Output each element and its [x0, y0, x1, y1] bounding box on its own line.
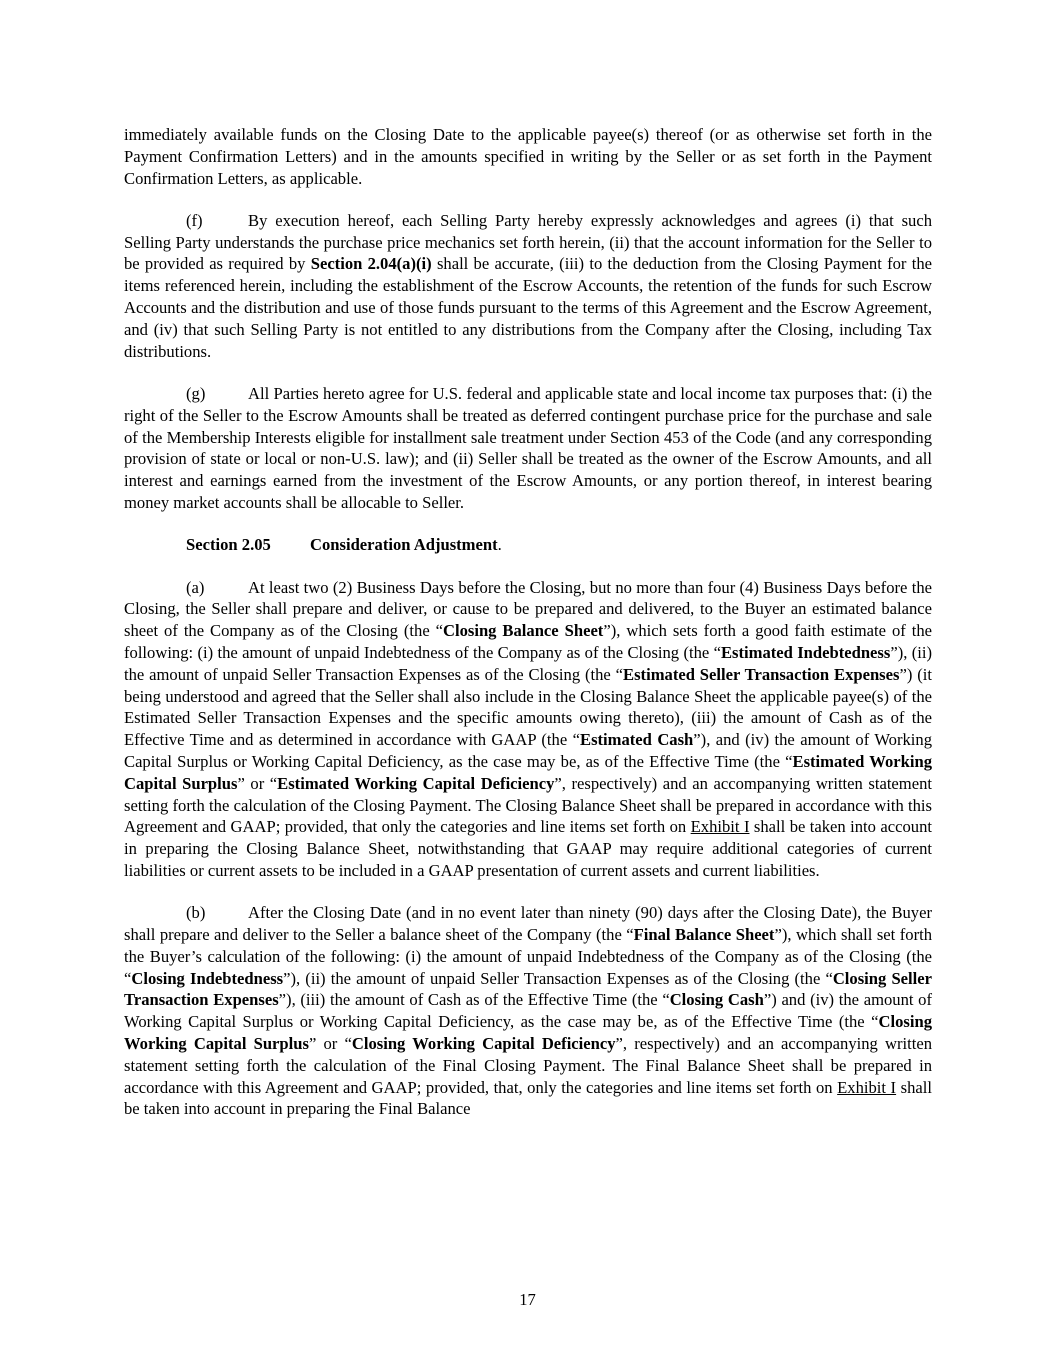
defined-term: Estimated Working Capital Surplus [124, 751, 932, 793]
defined-term: Closing Indebtedness [131, 968, 284, 988]
defined-term: Closing Balance Sheet [443, 621, 604, 641]
defined-term: Estimated Seller Transaction Expenses [623, 664, 900, 684]
exhibit-reference: Exhibit I [837, 1077, 897, 1097]
defined-term: Estimated Cash [580, 730, 694, 750]
section-reference: Section 2.04(a)(i) [310, 254, 432, 274]
document-page [124, 124, 932, 1141]
paragraph-f: (f) By execution hereof, each Selling Party hereby expressly acknowledges and agrees (i) that such Selling Party understands the purchase price mechanics set forth herein, (ii) that the account information for the Seller to be provided as required by Section 2.04(a)(i) shall be accurate, (iii) to the deduction from the Closing Payment for the items referenced herein, including the establishment of the Escrow Accounts, the retention of the funds for such Escrow Accounts and the distribution and use of those funds pursuant to the terms of this Agreement and the Escrow Agreement, and (iv) that such Selling Party is not entitled to any distributions from the Company after the Closing, including Tax distributions. [124, 210, 932, 361]
paragraph-g: (g) All Parties hereto agree for U.S. federal and applicable state and local income tax purposes that: (i) the right of the Seller to the Escrow Amounts shall be treated as deferred contingent purchase price for the purchase and sale of the Membership Interests eligible for installment sale treatment under Section 453 of the Code (and any corresponding provision of state or local or non-U.S. law); and (ii) Seller shall be treated as the owner of the Escrow Amounts, and all interest and earnings earned from the investment of the Escrow Amounts, or any portion thereof, in interest bearing money market accounts shall be allocable to Seller. [124, 383, 932, 512]
section-heading: Section 2.05 Consideration Adjustment. [186, 535, 502, 555]
defined-term: Estimated Working Capital Deficiency [277, 773, 555, 793]
section-title: Consideration Adjustment [310, 535, 498, 555]
defined-term: Closing Working Capital Deficiency [351, 1033, 616, 1053]
defined-term: Estimated Indebtedness [720, 642, 891, 662]
defined-term: Final Balance Sheet [633, 925, 775, 944]
defined-term: Closing Seller Transaction Expenses [124, 968, 932, 1010]
exhibit-reference: Exhibit I [690, 817, 750, 837]
paragraph-label: (a) [186, 577, 205, 597]
paragraph-label: (b) [186, 903, 206, 923]
paragraph-label: (f) [186, 210, 203, 230]
section-number: Section 2.05 [186, 535, 271, 555]
page-number: 17 [519, 1290, 536, 1309]
paragraph-b: (b) After the Closing Date (and in no event later than ninety (90) days after the Closing Date), the Buyer shall prepare and deliver to the Seller a balance sheet of the Company (the “Final Balance Sheet”), which shall set forth the Buyer’s calculation of the following: (i) the amount of unpaid Indebtedness of the Company as of the Closing (the “Closing Indebtedness”), (ii) the amount of unpaid Seller Transaction Expenses as of the Closing (the “Closing Seller Transaction Expenses”), (iii) the amount of Cash as of the Effective Time (the “Closing Cash”) and (iv) the amount of Working Capital Surplus or Working Capital Deficiency, as the case may be, as of the Effective Time (the “Closing Working Capital Surplus” or “Closing Working Capital Deficiency”, respectively) and an accompanying written statement setting forth the calculation of the Final Closing Payment. The Final Balance Sheet shall be prepared in accordance with this Agreement and GAAP; provided, that, only the categories and line items set forth on Exhibit I shall be taken into account in preparing the Final Balance [124, 903, 933, 1119]
paragraph-a: (a) At least two (2) Business Days before the Closing, but no more than four (4) Business Days before the Closing, the Seller shall prepare and deliver, or cause to be prepared and delivered, to the Buyer an estimated balance sheet of the Company as of the Closing (the “Closing Balance Sheet”), which sets forth a good faith estimate of the following: (i) the amount of unpaid Indebtedness of the Company as of the Closing (the “Estimated Indebtedness”), (ii) the amount of unpaid Seller Transaction Expenses as of the Closing (the “Estimated Seller Transaction Expenses”) (it being understood and agreed that the Seller shall also include in the Closing Balance Sheet the applicable payee(s) of the Estimated Seller Transaction Expenses and the specific amounts owing thereto), (iii) the amount of Cash as of the Effective Time and as determined in accordance with GAAP (the “Estimated Cash”), and (iv) the amount of Working Capital Surplus or Working Capital Deficiency, as the case may be, as of the Effective Time (the “Estimated Working Capital Surplus” or “Estimated Working Capital Deficiency”, respectively) and an accompanying written statement setting forth the calculation of the Closing Payment. The Closing Balance Sheet shall be prepared in accordance with this Agreement and GAAP; provided, that only the categories and line items set forth on Exhibit I shall be taken into account in preparing the Closing Balance Sheet, notwithstanding that GAAP may require additional categories of current liabilities or current assets to be included in a GAAP presentation of current assets and current liabilities. [124, 577, 932, 880]
paragraph-continuation: immediately available funds on the Closing Date to the applicable payee(s) thereof (or as otherwise set forth in the Payment Confirmation Letters) and in the amounts specified in writing by the Seller or as set forth in the Payment Confirmation Letters, as applicable. [124, 125, 932, 188]
paragraph-label: (g) [186, 383, 206, 403]
defined-term: Closing Cash [669, 990, 764, 1010]
defined-term: Closing Working Capital Surplus [124, 1012, 932, 1053]
